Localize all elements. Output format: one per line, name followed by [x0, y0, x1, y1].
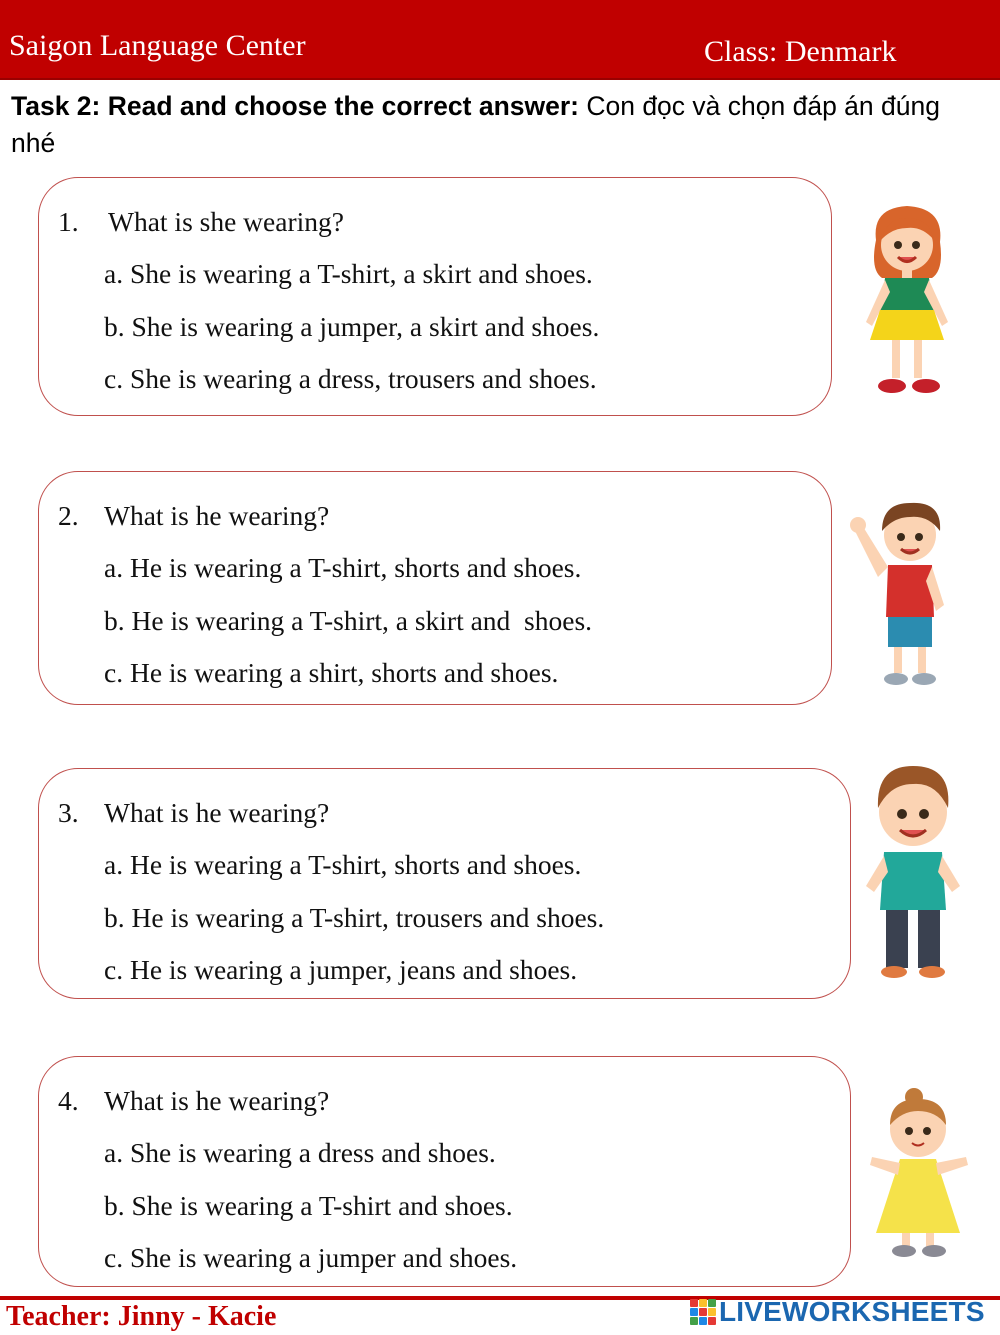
option-2a[interactable]: a. He is wearing a T-shirt, shorts and shoes. — [104, 552, 582, 583]
option-4a[interactable]: a. She is wearing a dress and shoes. — [104, 1137, 496, 1168]
option-3c[interactable]: c. He is wearing a jumper, jeans and shoes. — [104, 954, 578, 985]
option-4c[interactable]: c. She is wearing a jumper and shoes. — [104, 1242, 518, 1273]
girl-dress-illustration — [866, 1085, 981, 1260]
school-name: Saigon Language Center — [9, 29, 306, 62]
question-number: 2. — [58, 500, 79, 531]
brand-name: LIVEWORKSHEETS — [719, 1296, 985, 1327]
task-title: Task 2: Read and choose the correct answer: — [11, 91, 579, 121]
task-instruction — [11, 88, 981, 162]
option-3a[interactable]: a. He is wearing a T-shirt, shorts and shoes. — [104, 849, 582, 880]
option-1b[interactable]: b. She is wearing a jumper, a skirt and shoes. — [104, 311, 600, 342]
class-label: Class: Denmark — [704, 35, 897, 68]
liveworksheets-grid-icon — [690, 1299, 716, 1325]
option-2b[interactable]: b. He is wearing a T-shirt, a skirt and shoes. — [104, 605, 593, 636]
option-4b[interactable]: b. She is wearing a T-shirt and shoes. — [104, 1190, 513, 1221]
teacher-name: Teacher: Jinny - Kacie — [6, 1301, 277, 1332]
girl-skirt-illustration — [852, 200, 962, 400]
boy-trousers-illustration — [858, 760, 968, 985]
liveworksheets-logo — [690, 1292, 985, 1332]
question-number: 4. — [58, 1085, 79, 1116]
question-text: What is he wearing? — [104, 797, 330, 828]
question-number: 1. — [58, 206, 79, 237]
question-text: What is he wearing? — [104, 1085, 330, 1116]
task-vietnamese: Con đọc và chọn đáp án đúng nhé — [11, 91, 940, 158]
option-3b[interactable]: b. He is wearing a T-shirt, trousers and shoes. — [104, 902, 605, 933]
option-1c[interactable]: c. She is wearing a dress, trousers and shoes. — [104, 363, 597, 394]
question-number: 3. — [58, 797, 79, 828]
question-text: What is he wearing? — [104, 500, 330, 531]
header-bar — [0, 0, 1000, 80]
option-1a[interactable]: a. She is wearing a T-shirt, a skirt and shoes. — [104, 258, 593, 289]
question-text: What is she wearing? — [108, 206, 344, 237]
boy-waving-illustration — [848, 495, 958, 695]
option-2c[interactable]: c. He is wearing a shirt, shorts and shoes. — [104, 657, 559, 688]
